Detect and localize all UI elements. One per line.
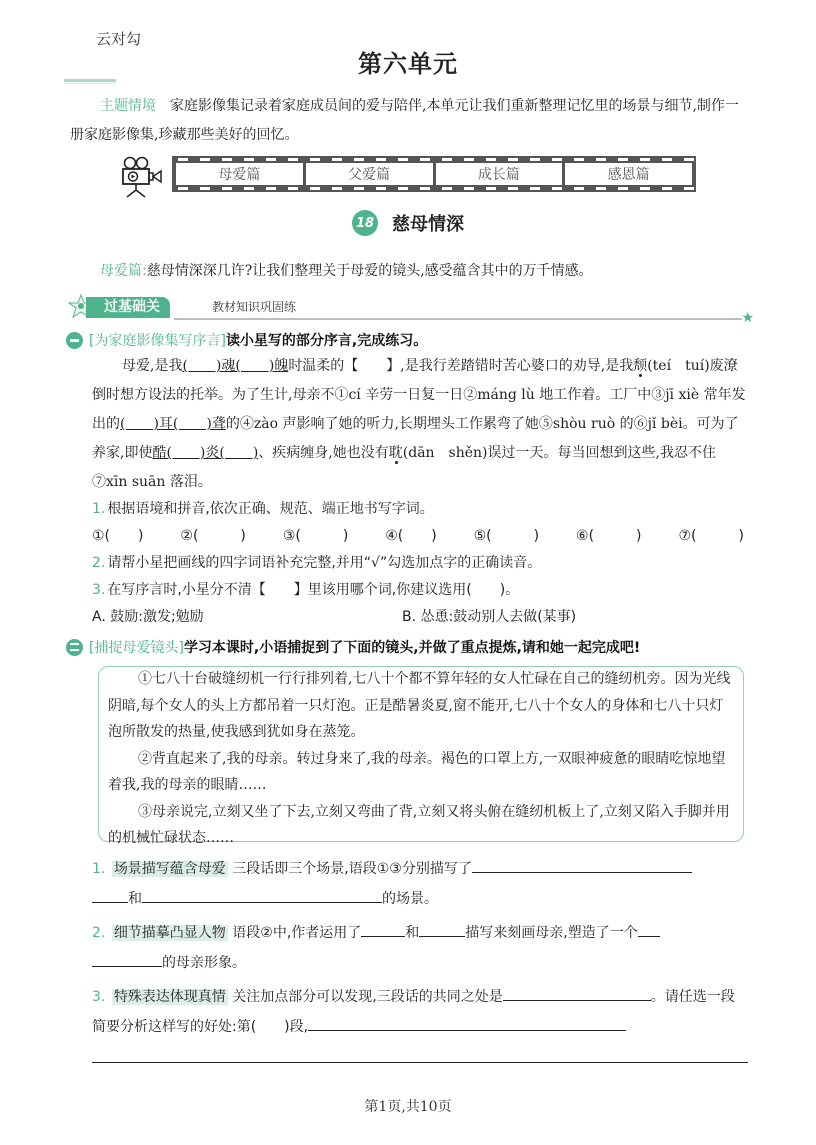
intro-label: 母爱篇: — [100, 263, 147, 279]
excerpt-paragraph-3: ③母亲说完,立刻又坐了下去,立刻又弯曲了背,立刻又将头俯在缝纫机板上了,立刻又陷入手脚并用的机械忙碌状态…… — [108, 803, 730, 846]
film-frame-growth[interactable]: 成长篇 — [436, 163, 563, 185]
item-3 — [92, 577, 752, 604]
theme-label: 主题情境 — [100, 98, 156, 114]
question-1-tag: [为家庭影像集写序言] — [89, 333, 226, 349]
sub-question-tag: 场景描写蕴含母爱 — [113, 861, 226, 877]
brand-name: 云对勾 — [96, 30, 142, 48]
question-2-tag: [捕捉母爱镜头] — [89, 640, 184, 656]
theme-text: 家庭影像集记录着家庭成员间的爱与陪伴,本单元让我们重新整理记忆里的场景与细节,制作一册家庭影像集,珍藏那些美好的回忆。 — [70, 98, 739, 143]
answer-line[interactable] — [361, 922, 405, 937]
sub-question-text: 三段话即三个场景,语段①③分别描写了 — [232, 861, 472, 877]
sub-question-text: 关注加点部分可以发现,三段话的共同之处是 — [232, 989, 503, 1005]
film-strip — [172, 156, 696, 192]
answer-line[interactable] — [308, 1016, 626, 1031]
passage-text: 母爱,是我 — [122, 358, 183, 374]
question-1-instruction: 读小星写的部分序言,完成练习。 — [225, 333, 428, 349]
fill-blank-idiom-3[interactable]: 酷( )炎( ) — [152, 445, 259, 461]
movie-camera-icon — [118, 156, 166, 198]
sub-question-text: 的场景。 — [382, 891, 438, 907]
page-indicator: 第1页,共10页 — [364, 1099, 452, 1115]
sub-question-2 — [92, 918, 748, 978]
fill-blank-idiom-1[interactable]: ( )魂( )魄 — [182, 358, 289, 374]
answer-line[interactable] — [92, 888, 128, 903]
choice-options — [92, 604, 752, 631]
lesson-number-badge: 18 — [352, 210, 378, 236]
sub-question-text: 语段②中,作者运用了 — [232, 925, 362, 941]
sub-question-text: 的母亲形象。 — [162, 955, 246, 971]
option-b[interactable]: B. 怂恿:鼓动别人去做(某事) — [402, 609, 577, 625]
number-one-icon — [66, 332, 83, 349]
answer-blank[interactable]: ⑤( ) — [473, 528, 540, 544]
film-frame-mother[interactable]: 母爱篇 — [176, 163, 303, 185]
item-number: 3. — [92, 582, 106, 598]
lesson-heading — [0, 210, 816, 236]
sub-question-text: 。请任选一段简要分析这样写的好处:第( )段, — [92, 989, 735, 1035]
passage-text: (teí tuí)废潦倒时想方设法的托举。为了生计,母亲不①cí 辛劳一日复一日②máng lù 地工作着。工厂中③jī xiè 常年发出的 — [92, 358, 746, 432]
question-2-instruction: 学习本课时,小语捕捉到了下面的镜头,并做了重点提炼,请和她一起完成吧! — [183, 640, 641, 656]
sub-question-text: 描写来刻画母亲,塑造了一个 — [465, 925, 638, 941]
sub-question-number: 3. — [92, 989, 106, 1005]
answer-blanks — [92, 523, 744, 550]
sub-question-tag: 细节描摹凸显人物 — [113, 925, 226, 941]
dotted-char: 耽 — [388, 445, 403, 461]
question-1-items — [92, 496, 752, 631]
answer-line[interactable] — [503, 986, 651, 1001]
item-2 — [92, 550, 752, 577]
answer-blank[interactable]: ③( ) — [282, 528, 349, 544]
answer-blank[interactable]: ①( ) — [92, 528, 144, 544]
passage-text: 的④zào 声影响了她的听力,长期埋头工作累弯了她⑤shòu ruò 的⑥jǐ bèi。可为了养家,即使 — [92, 416, 739, 461]
answer-line[interactable] — [92, 952, 162, 967]
preface-passage — [92, 352, 748, 497]
section-divider — [174, 318, 742, 320]
answer-line[interactable] — [638, 922, 660, 937]
item-text: 在写序言时,小星分不清【 】里该用哪个词,你建议选用( )。 — [107, 582, 520, 598]
answer-line[interactable] — [419, 922, 465, 937]
fill-blank-idiom-2[interactable]: ( )耳( )聋 — [120, 416, 226, 432]
excerpt-paragraph-2: ②背直起来了,我的母亲。转过身来了,我的母亲。褐色的口罩上方,一双眼神疲惫的眼睛吃惊地望着我,我的母亲的眼睛…… — [108, 750, 726, 793]
question-1-heading — [66, 330, 427, 350]
sub-question-tag: 特殊表达体现真情 — [113, 989, 226, 1005]
brand-divider — [64, 79, 116, 82]
brand-divider-thin — [64, 83, 116, 84]
excerpt-text — [108, 666, 736, 852]
number-two-icon — [66, 639, 83, 656]
intro-text: 慈母情深深几许?让我们整理关于母爱的镜头,感受蕴含其中的万千情感。 — [146, 263, 593, 279]
answer-line[interactable] — [142, 888, 382, 903]
section-subtitle: 教材知识巩固练 — [212, 300, 297, 314]
section-header — [66, 294, 756, 326]
answer-line[interactable] — [472, 858, 692, 873]
film-frame-gratitude[interactable]: 感恩篇 — [565, 163, 692, 185]
option-a[interactable]: A. 鼓励:激发;勉励 — [92, 609, 204, 625]
passage-text: (dān shěn)误过一天。每当回想到这些,我忍不住⑦xīn suān 落泪。 — [92, 445, 716, 490]
sub-question-3 — [92, 982, 748, 1042]
item-number: 2. — [92, 555, 106, 571]
dotted-char: 颓 — [633, 358, 648, 374]
answer-blank[interactable]: ⑦( ) — [678, 528, 744, 544]
sub-question-number: 2. — [92, 925, 106, 941]
film-holes-top — [172, 158, 696, 161]
lesson-intro — [100, 257, 593, 286]
theme-paragraph — [70, 92, 750, 150]
item-text: 请帮小星把画线的四字词语补充完整,并用“√”勾选加点字的正确读音。 — [107, 555, 542, 571]
sub-question-1 — [92, 854, 748, 914]
answer-blank[interactable]: ②( ) — [180, 528, 246, 544]
sub-question-text: 和 — [128, 891, 142, 907]
film-holes-bottom — [172, 187, 696, 190]
question-2-heading — [66, 637, 640, 657]
excerpt-paragraph-1: ①七八十台破缝纫机一行行排列着,七八十个都不算年轻的女人忙碌在自己的缝纫机旁。因为光线阴暗,每个女人的头上方都吊着一只灯泡。正是酷暑炎夏,窗不能开,七八十个女人的身体和七八十只灯泡所散发的热量,使我感到犹如身在蒸笼。 — [108, 671, 731, 740]
sub-question-number: 1. — [92, 861, 106, 877]
item-1 — [92, 496, 752, 523]
star-icon: ★ — [741, 310, 754, 326]
film-frame-father[interactable]: 父爱篇 — [306, 163, 433, 185]
lesson-title: 慈母情深 — [392, 214, 464, 235]
item-text: 根据语境和拼音,依次正确、规范、端正地书写字词。 — [107, 501, 434, 517]
sub-question-text: 和 — [405, 925, 420, 941]
passage-text: 、疾病缠身,她也没有 — [258, 445, 389, 461]
answer-blank[interactable]: ④( ) — [385, 528, 437, 544]
passage-text: 时温柔的【 】,是我行差踏错时苦心婆口的劝导,是我 — [288, 358, 634, 374]
answer-blank[interactable]: ⑥( ) — [576, 528, 642, 544]
unit-title: 第六单元 — [358, 50, 458, 78]
item-number: 1. — [92, 501, 106, 517]
section-title: 过基础关 — [86, 297, 170, 318]
answer-line-full[interactable] — [92, 1062, 748, 1063]
